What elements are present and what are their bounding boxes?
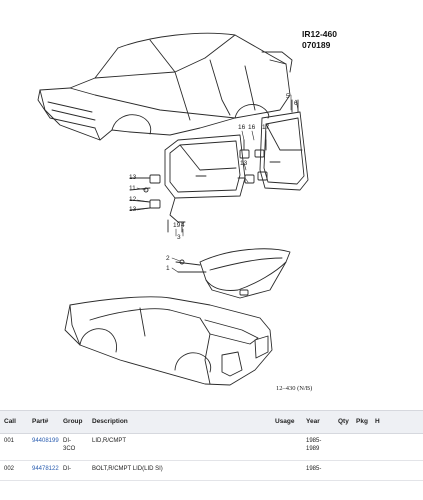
part-number-link[interactable]: 94408199 bbox=[32, 438, 59, 444]
callout-16a: 16 bbox=[238, 124, 246, 131]
header-call[interactable]: Call bbox=[4, 418, 16, 426]
front-door-drawing bbox=[165, 135, 248, 222]
header-h[interactable]: H bbox=[375, 418, 380, 426]
table-row[interactable] bbox=[0, 434, 423, 461]
header-part[interactable]: Part# bbox=[32, 418, 49, 426]
header-year[interactable]: Year bbox=[306, 418, 320, 426]
callout-19: 19 bbox=[173, 222, 181, 229]
complete-car-drawing bbox=[65, 297, 272, 385]
parts-table bbox=[0, 410, 423, 481]
cell-call: 001 bbox=[4, 438, 15, 444]
callout-1: 1 bbox=[166, 265, 170, 272]
callout-12: 12 bbox=[129, 196, 137, 203]
callout-16b: 16 bbox=[248, 124, 256, 131]
callout-5: 5 bbox=[286, 93, 290, 100]
table-row[interactable] bbox=[0, 461, 423, 481]
reference-label: 12–430 (N/B) bbox=[276, 385, 313, 392]
callout-11: 11 bbox=[129, 185, 136, 192]
callout-17: 17 bbox=[262, 124, 270, 131]
header-usage[interactable]: Usage bbox=[275, 418, 295, 426]
part-number-link[interactable]: 94478122 bbox=[32, 466, 59, 472]
trunk-lid-drawing bbox=[176, 249, 290, 298]
callout-13b: 13 bbox=[129, 206, 137, 213]
callout-4: 4 bbox=[181, 222, 185, 229]
cell-group: DI- 3CO bbox=[63, 438, 76, 452]
cell-description: BOLT,R/CMPT LID(LID SI) bbox=[92, 466, 163, 472]
cell-description: LID,R/CMPT bbox=[92, 438, 127, 444]
header-description[interactable]: Description bbox=[92, 418, 128, 426]
header-group[interactable]: Group bbox=[63, 418, 83, 426]
header-pkg[interactable]: Pkg bbox=[356, 418, 368, 426]
callout-3: 3 bbox=[177, 234, 181, 241]
callout-2: 2 bbox=[166, 255, 170, 262]
cell-call: 002 bbox=[4, 466, 15, 472]
callout-leaders bbox=[137, 95, 298, 272]
cell-year: 1985- bbox=[306, 466, 322, 472]
callout-13c: 13 bbox=[240, 160, 248, 167]
catalog-code: IR12-460 bbox=[302, 29, 337, 39]
callout-6: 6 bbox=[294, 100, 298, 107]
catalog-date: 070189 bbox=[302, 40, 331, 50]
cell-year: 1985- 1989 bbox=[306, 438, 322, 452]
header-qty[interactable]: Qty bbox=[338, 418, 349, 426]
cell-group: DI- bbox=[63, 466, 71, 472]
hinge-hardware-drawing bbox=[130, 100, 298, 232]
callout-13a: 13 bbox=[129, 174, 137, 181]
table-header bbox=[0, 410, 423, 434]
